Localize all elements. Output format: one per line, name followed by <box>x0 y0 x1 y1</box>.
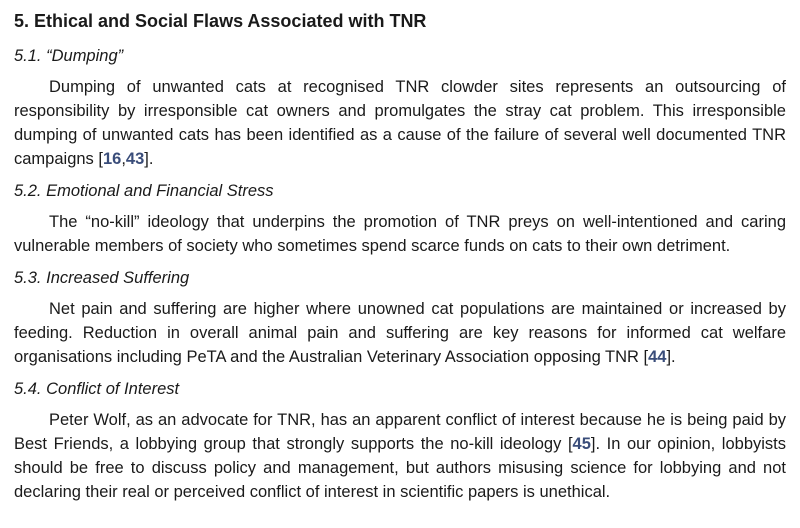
subsection-heading-increased-suffering: 5.3. Increased Suffering <box>14 269 190 287</box>
paragraph-text: Peter Wolf, as an advocate for TNR, has an apparent conflict of interest because he is being paid by Best Friends, a lobbying group that strongly supports the no-kill ideology [ <box>14 411 786 453</box>
paragraph-text-end: ]. <box>144 150 154 168</box>
citation-link-43[interactable]: 43 <box>125 150 145 168</box>
paragraph-conflict-of-interest <box>14 408 786 504</box>
paragraph-text-end: ]. <box>666 348 676 366</box>
paragraph-dumping: Dumping of unwanted cats at recognised TNR clowder sites represents an outsourcing of responsibility by irresponsible cat owners and promulgates the stray cat problem. This irresponsible dumping of unwanted cats has been identified as a cause of the failure of several well documented TNR campaigns [16,43]. <box>14 78 786 168</box>
section-title: 5. Ethical and Social Flaws Associated with TNR <box>14 11 427 31</box>
paragraph-emotional-financial-stress: The “no-kill” ideology that underpins the promotion of TNR preys on well-intentioned and caring vulnerable members of society who sometimes spend scarce funds on cats to their own detriment. <box>14 213 786 255</box>
citation-link-16[interactable]: 16 <box>102 150 122 168</box>
citation-link-45[interactable]: 45 <box>572 435 591 453</box>
paragraph-text: Net pain and suffering are higher where unowned cat populations are maintained or increased by feeding. Reduction in overall animal pain and suffering are key reasons for informed cat welfare organisations including PeTA and the Australian Veterinary Association opposing TNR [ <box>14 300 786 366</box>
subsection-heading-emotional-financial-stress: 5.2. Emotional and Financial Stress <box>14 182 274 200</box>
subsection-heading-conflict-of-interest: 5.4. Conflict of Interest <box>14 380 180 398</box>
paragraph-text-end: ]. In our opinion, lobbyists should be free to discuss policy and management, but authors misusing science for lobbying and not declaring their real or perceived conflict of interest in scientific papers is unethical. <box>14 435 786 501</box>
paragraph-text: Dumping of unwanted cats at recognised TNR clowder sites represents an outsourcing of responsibility by irresponsible cat owners and promulgates the stray cat problem. This irresponsible dumping of unwanted cats has been identified as a cause of the failure of several well documented TNR campaigns [ <box>14 78 786 168</box>
paragraph-increased-suffering <box>14 297 786 369</box>
citation-link-44[interactable]: 44 <box>648 348 667 366</box>
subsection-heading-dumping: 5.1. “Dumping” <box>14 47 124 65</box>
